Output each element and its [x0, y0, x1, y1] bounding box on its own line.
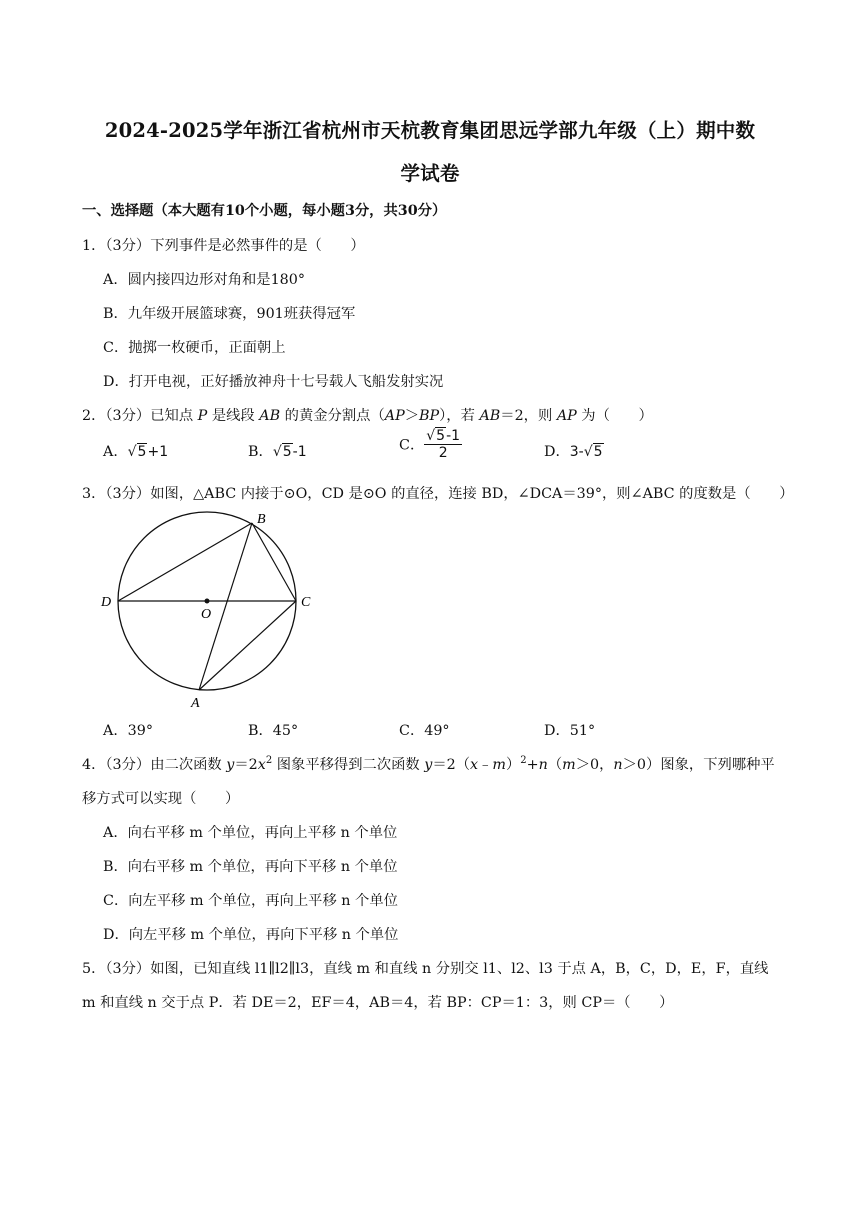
question-3-stem: 3．（3分）如图，△ABC 内接于⊙O，CD 是⊙O 的直径，连接 BD，∠DCA＝39°，则∠ABC 的度数是（ ）: [82, 486, 794, 502]
question-5-stem-line2: m 和直线 n 交于点 P．若 DE＝2，EF＝4，AB＝4，若 BP：CP＝1：3，则 CP＝（ ）: [82, 995, 674, 1011]
question-3-option-c: C．49°: [399, 723, 450, 739]
question-5-stem-line1: 5．（3分）如图，已知直线 l1∥l2∥l3，直线 m 和直线 n 分别交 l1、l2、l3 于点 A，B，C，D，E，F，直线: [82, 961, 769, 977]
label-a: A: [191, 696, 200, 711]
question-1-option-d: D．打开电视，正好播放神舟十七号载人飞船发射实况: [103, 374, 444, 390]
section-heading: 一、选择题（本大题有10个小题，每小题3分，共30分）: [82, 203, 447, 219]
label-d: D: [101, 595, 112, 610]
segment-db: [118, 523, 252, 601]
segment-bc: [252, 523, 296, 601]
question-4-option-c: C．向左平移 m 个单位，再向上平移 n 个单位: [103, 893, 398, 909]
center-point: [205, 599, 210, 604]
question-3-option-d: D．51°: [544, 723, 596, 739]
question-2-option-c: C． $\frac{√5-1}{2}$: [399, 428, 461, 461]
question-2-option-b: B．√5-1: [248, 444, 307, 460]
question-4-option-a: A．向右平移 m 个单位，再向上平移 n 个单位: [103, 825, 398, 841]
question-4-stem-line2: 移方式可以实现（ ）: [82, 791, 240, 807]
exam-title-line1: 2024-2025学年浙江省杭州市天杭教育集团思远学部九年级（上）期中数: [104, 119, 756, 142]
label-c: C: [301, 595, 311, 610]
question-4-option-d: D．向左平移 m 个单位，再向下平移 n 个单位: [103, 927, 399, 943]
question-2-option-a: A．√5+1: [103, 444, 169, 460]
question-2-option-d: D．3-√5: [544, 444, 603, 460]
question-1-option-b: B．九年级开展篮球赛，901班获得冠军: [103, 306, 356, 322]
exam-title-line2: 学试卷: [400, 162, 460, 185]
question-1-option-a: A．圆内接四边形对角和是180°: [103, 272, 306, 288]
question-3-option-a: A．39°: [103, 723, 153, 739]
circle-figure: [95, 505, 335, 715]
question-3-option-b: B．45°: [248, 723, 299, 739]
question-4-stem-line1: 4．（3分）由二次函数 $y=2x^2$ 图象平移得到二次函数 y＝2（x﹣m）$^2$+n（m＞0，n＞0）图象，下列哪种平: [82, 755, 775, 773]
question-2-options: [103, 428, 803, 478]
question-1-option-c: C．抛掷一枚硬币，正面朝上: [103, 340, 286, 356]
question-2-stem: 2．（3分）已知点 P 是线段 AB 的黄金分割点（AP＞BP），若 AB＝2，则 AP 为（ ）: [82, 408, 653, 424]
question-1-stem: 1．（3分）下列事件是必然事件的是（ ）: [82, 238, 365, 254]
label-o: O: [201, 607, 212, 622]
question-3-options: [103, 720, 803, 740]
question-4-option-b: B．向右平移 m 个单位，再向下平移 n 个单位: [103, 859, 398, 875]
label-b: B: [257, 512, 266, 527]
